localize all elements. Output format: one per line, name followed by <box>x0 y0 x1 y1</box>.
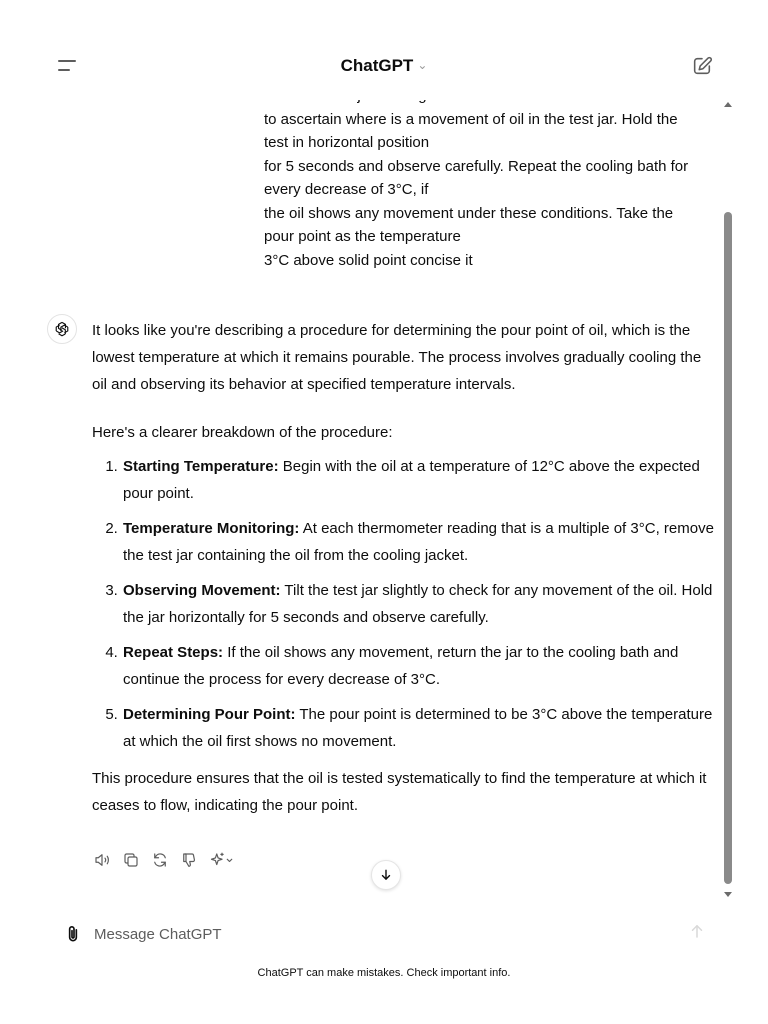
sparkle-model-icon[interactable] <box>208 850 236 870</box>
user-message-line: to ascertain where is a movement of oil in the test jar. Hold the <box>264 110 678 128</box>
procedure-step <box>122 577 714 631</box>
step-title: Repeat Steps: <box>123 644 224 661</box>
step-title: Observing Movement: <box>123 582 281 599</box>
step-title: Determining Pour Point: <box>123 706 296 723</box>
message-actions <box>92 850 245 870</box>
read-aloud-icon[interactable] <box>92 850 112 870</box>
assistant-conclusion: This procedure ensures that the oil is tested systematically to find the temperature at which it ceases to flow, indicating the pour point. <box>92 770 707 814</box>
thumbs-down-icon[interactable] <box>179 850 199 870</box>
step-text: Begin with the oil at a temperature of 12°C above the expected pour point. <box>123 458 700 502</box>
vertical-scrollbar[interactable] <box>722 100 734 900</box>
copy-icon[interactable] <box>121 850 141 870</box>
openai-logo-icon <box>47 314 77 344</box>
step-text: If the oil shows any movement, return the jar to the cooling bath and continue the process for every decrease of 3°C. <box>123 644 679 688</box>
user-message-line: every decrease of 3°C, if <box>264 181 429 198</box>
top-bar <box>0 0 768 100</box>
message-input[interactable] <box>94 920 674 948</box>
user-message-line: for 5 seconds and observe carefully. Repeat the cooling bath for <box>264 157 689 175</box>
procedure-step <box>122 701 714 755</box>
scroll-down-arrow-icon[interactable] <box>724 892 732 897</box>
paperclip-icon[interactable] <box>63 923 85 945</box>
assistant-message <box>92 317 714 819</box>
assistant-intro: It looks like you're describing a procedure for determining the pour point of oil, which is the lowest temperature at which it remains pourable. The process involves gradually cooling the oil and observing its behavior at specified temperature intervals. <box>92 322 702 393</box>
message-composer <box>0 906 768 962</box>
disclaimer-note: ChatGPT can make mistakes. Check important info. <box>257 967 511 979</box>
user-message-line: 3°C above solid point concise it <box>264 251 473 269</box>
scroll-up-arrow-icon[interactable] <box>724 102 732 107</box>
step-text: Tilt the test jar slightly to check for any movement of the oil. Hold the jar horizontally for 5 seconds and observe carefully. <box>123 582 713 626</box>
scroll-to-bottom-button[interactable] <box>371 860 401 890</box>
step-text: At each thermometer reading that is a multiple of 3°C, remove the test jar containing the oil from the cooling jacket. <box>123 520 714 564</box>
step-text: The pour point is determined to be 3°C above the temperature at which the oil first shows no movement. <box>123 706 713 750</box>
chevron-down-icon[interactable]: ⌄ <box>417 58 428 72</box>
user-message <box>264 84 714 272</box>
regenerate-icon[interactable] <box>150 850 170 870</box>
step-title: Temperature Monitoring: <box>123 520 300 537</box>
scrollbar-thumb[interactable] <box>724 212 732 884</box>
procedure-step <box>122 639 714 693</box>
procedure-step <box>122 515 714 569</box>
step-title: Starting Temperature: <box>123 458 279 475</box>
procedure-step <box>122 453 714 507</box>
model-selector[interactable] <box>0 56 768 76</box>
procedure-steps-list <box>92 453 714 755</box>
arrow-down-icon <box>379 868 393 882</box>
app-title[interactable]: ChatGPT <box>340 56 414 75</box>
user-message-line: the oil shows any movement under these conditions. Take the <box>264 204 674 222</box>
user-message-line: pour point as the temperature <box>264 228 461 245</box>
arrow-up-icon[interactable] <box>688 922 710 944</box>
user-message-line: test in horizontal position <box>264 134 430 151</box>
assistant-lead-in: Here's a clearer breakdown of the procedure: <box>92 424 393 441</box>
compose-icon[interactable] <box>691 55 715 79</box>
